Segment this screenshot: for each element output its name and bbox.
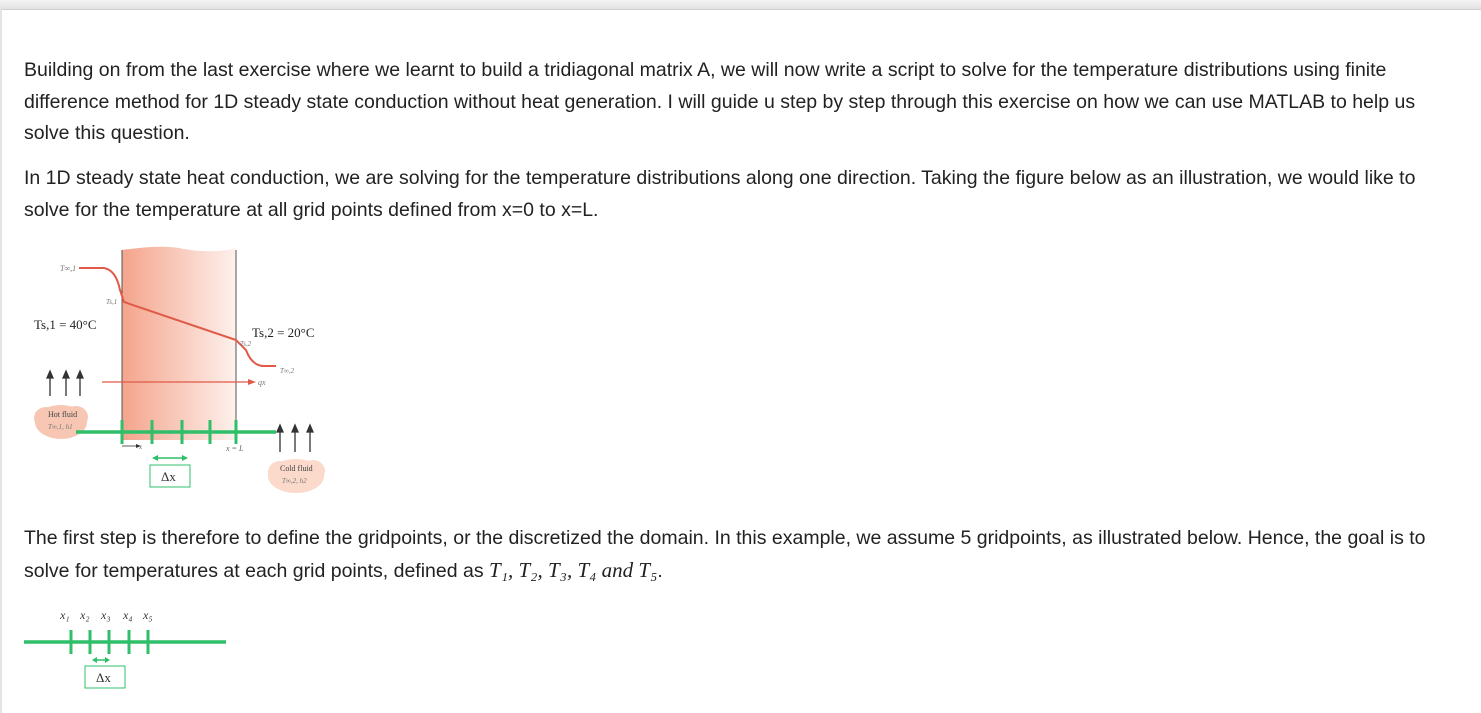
left-border: [0, 9, 2, 713]
cold-fluid-arrows: [277, 425, 313, 452]
t-s1-equation: Ts,1 = 40°C: [34, 317, 97, 332]
grid-label-x5: x₅: [143, 608, 153, 622]
grid-label-x3: x₃: [101, 608, 111, 622]
paragraph-gridpoints-text: The first step is therefore to define the gridpoints, or the discretized the domain. In this example, we assume 5 gridpoints, as illustrated below. Hence, the goal is to solve for temperatures at each grid points, defined as: [24, 527, 1426, 582]
hot-fluid-arrows: [47, 371, 83, 396]
hot-fluid-label: Hot fluid: [48, 410, 78, 419]
paragraph-intro: Building on from the last exercise where we learnt to build a tridiagonal matrix A, we will now write a script to solve for the temperature distributions using finite difference method for 1D steady state conduction without heat generation. I will guide u step by step through this exercise on how we can use MATLAB to help us solve this question.: [24, 59, 1416, 144]
grid-label-x2: x₂: [80, 608, 90, 622]
figure-plane-wall: [24, 240, 344, 505]
grid-label-x1: x₁: [60, 608, 70, 622]
dx-label: Δx: [161, 469, 176, 484]
t-s2-small-label: Ts,2: [240, 340, 252, 348]
x-eq-L-label: x = L: [226, 444, 244, 453]
t-s2-equation: Ts,2 = 20°C: [252, 325, 315, 340]
heat-flux-arrowhead: [248, 379, 256, 385]
grid-label-x4: x₄: [123, 608, 133, 622]
gridpoints-diagram: [20, 600, 240, 695]
hot-fluid-sub: T∞,1, h1: [48, 423, 73, 431]
qx-label: qx: [258, 378, 266, 387]
t-inf2-label: T∞,2: [280, 367, 295, 375]
figure-gridpoints: [20, 600, 240, 700]
plane-wall-diagram: [24, 240, 344, 500]
dx-label-small: Δx: [96, 670, 111, 685]
paragraph-gridpoints-end: .: [657, 559, 663, 582]
wall: [122, 247, 236, 440]
t-s1-small-label: Ts,1: [106, 298, 118, 306]
temperature-variables: T₁, T₂, T₃, T₄ and T₅: [489, 557, 658, 582]
t-inf1-label: T∞,1: [60, 264, 77, 273]
top-bar: [0, 0, 1481, 10]
paragraph-gridpoints: [24, 523, 1444, 587]
x-axis-label: x: [139, 443, 143, 451]
cold-fluid-sub: T∞,2, h2: [282, 477, 307, 485]
paragraph-conduction: In 1D steady state heat conduction, we are solving for the temperature distributions along one direction. Taking the figure below as an illustration, we would like to solve for the temperature at all grid points defined from x=0 to x=L.: [24, 167, 1416, 221]
cold-fluid-label: Cold fluid: [280, 464, 313, 473]
